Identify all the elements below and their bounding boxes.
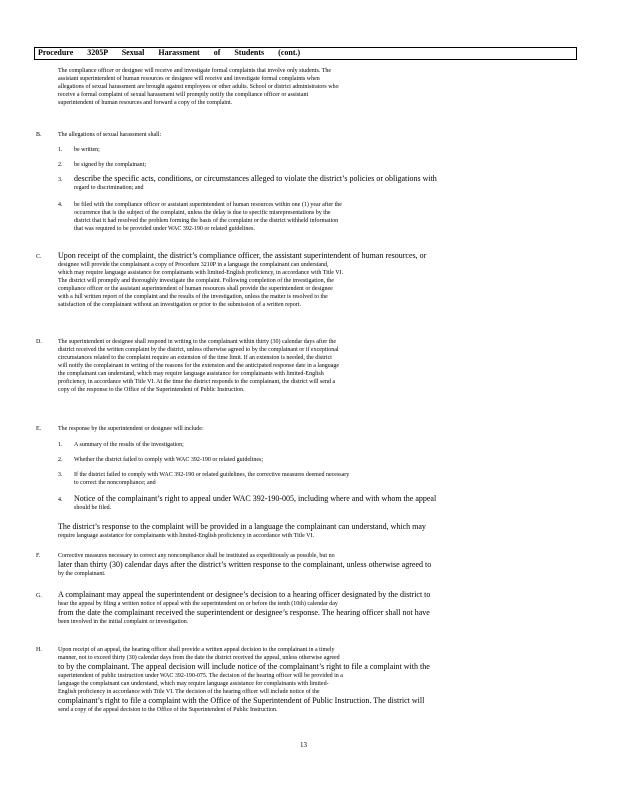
item-line: be written; bbox=[74, 147, 100, 153]
section-h-paragraph bbox=[58, 646, 568, 714]
paragraph-line: manner, not to exceed thirty (30) calendar days from the date the district received the appeal, unless otherwise agreed bbox=[58, 655, 340, 661]
procedure-header-title: Procedure 3205P Sexual Harassment of Students (cont.) bbox=[38, 48, 301, 57]
paragraph-line: superintendent of public instruction under WAC 392-190-075. The decision of the hearing officer will be provided in a bbox=[58, 673, 343, 679]
item-number: 4. bbox=[58, 202, 63, 208]
item-number: 3. bbox=[58, 472, 63, 478]
item-line: be signed by the complainant; bbox=[74, 162, 146, 168]
section-d-paragraph bbox=[58, 338, 568, 394]
item-line: Notice of the complainant’s right to appeal under WAC 392-190-005, including where and with whom the appeal bbox=[74, 494, 437, 503]
paragraph-line: from the date the complainant received the superintendent or designee’s response. The hearing officer shall not have bbox=[58, 608, 430, 617]
section-b-lead: The allegations of sexual harassment shall: bbox=[58, 132, 162, 138]
item-line: Whether the district failed to comply with WAC 392-190 or related guidelines; bbox=[74, 457, 264, 463]
section-e-lead: The response by the superintendent or designee will include: bbox=[58, 426, 204, 432]
paragraph-line: designee will provide the complainant a copy of Procedure 3210P in a language the complainant can understand, bbox=[58, 262, 329, 268]
item-line: occurrence that is the subject of the complaint, unless the delay is due to specific misrepresentations by the bbox=[74, 210, 331, 216]
paragraph-line: compliance officer or the assistant superintendent of human resources shall provide the superintendent or designee bbox=[58, 286, 333, 292]
paragraph-line: send a copy of the appeal decision to the Office of the Superintendent of Public Instruction. bbox=[58, 707, 278, 713]
section-b-marker: B. bbox=[36, 132, 42, 138]
paragraph-line: been involved in the initial complaint or investigation. bbox=[58, 619, 189, 625]
item-line: describe the specific acts, conditions, or circumstances alleged to violate the district’s policies or obligations with bbox=[74, 174, 437, 183]
paragraph-line: The district’s response to the complaint will be provided in a language the complainant can understand, which may bbox=[58, 522, 426, 531]
intro-line: The compliance officer or designee will receive and investigate formal complaints that involve only students. The bbox=[58, 68, 332, 74]
item-line: be filed with the compliance officer or assistant superintendent of human resources within one (1) year after the bbox=[74, 202, 342, 208]
item-number: 2. bbox=[58, 162, 63, 168]
paragraph-line: language the complainant can understand, which may require language assistance for complainants with limited- bbox=[58, 681, 329, 687]
paragraph-line: the complainant can understand, which may require language assistance for complainants with limited-English bbox=[58, 371, 324, 377]
intro-paragraph bbox=[58, 67, 568, 107]
section-e-item-2 bbox=[74, 456, 568, 464]
paragraph-line: Upon receipt of an appeal, the hearing officer shall provide a written appeal decision to the complainant in a timely bbox=[58, 647, 335, 653]
section-b-item-3 bbox=[74, 174, 568, 192]
item-number: 3. bbox=[58, 177, 63, 183]
item-line: regard to discrimination; and bbox=[74, 185, 144, 191]
section-g-marker: G. bbox=[36, 593, 42, 599]
paragraph-line: to by the complainant. The appeal decision will include notice of the complainant’s right to file a complaint with the bbox=[58, 662, 430, 671]
item-line: district that it had resolved the problem forming the basis of the complaint or the district withheld information bbox=[74, 218, 339, 224]
item-line: should be filed. bbox=[74, 505, 112, 511]
paragraph-line: require language assistance for complainants with limited-English proficiency in accordance with Title VI. bbox=[58, 533, 314, 539]
item-line: A summary of the results of the investigation; bbox=[74, 442, 184, 448]
section-f-paragraph bbox=[58, 552, 568, 578]
section-b-item-1 bbox=[74, 146, 568, 154]
paragraph-line: later than thirty (30) calendar days after the district’s written response to the complainant, unless otherwise agreed to bbox=[58, 560, 432, 569]
section-e-item-1 bbox=[74, 441, 568, 449]
paragraph-line: which may require language assistance for complainants with limited-English proficiency, in accordance with Title VI. bbox=[58, 270, 344, 276]
intro-line: superintendent of human resources and forward a copy of the complaint. bbox=[58, 100, 233, 106]
paragraph-line: The superintendent or designee shall respond in writing to the complainant within thirty (30) calendar days after the bbox=[58, 339, 337, 345]
item-line: If the district failed to comply with WAC 392-190 or related guidelines, the corrective measures deemed necessary bbox=[74, 472, 350, 478]
paragraph-line: Upon receipt of the complaint, the district’s compliance officer, the assistant superintendent of human resources, or bbox=[58, 251, 427, 260]
item-number: 2. bbox=[58, 457, 63, 463]
intro-line: receive a formal complaint of sexual harassment will promptly notify the compliance officer or assistant bbox=[58, 92, 309, 98]
item-number: 4. bbox=[58, 497, 63, 503]
item-line: that was required to be provided under WAC 392-190 or related guidelines. bbox=[74, 226, 255, 232]
paragraph-line: complainant’s right to file a complaint with the Office of the Superintendent of Public Instruction. The district will bbox=[58, 696, 425, 705]
paragraph-line: with a full written report of the complaint and the results of the investigation, unless the matter is resolved to the bbox=[58, 294, 328, 300]
page-number: 13 bbox=[300, 741, 307, 749]
section-c-marker: C. bbox=[36, 254, 42, 260]
section-e-item-3 bbox=[74, 471, 568, 487]
item-line: to correct the noncompliance; and bbox=[74, 480, 156, 486]
item-number: 1. bbox=[58, 442, 63, 448]
paragraph-line: satisfaction of the complainant without an investigation or prior to the submission of a written report. bbox=[58, 302, 301, 308]
section-c-paragraph bbox=[58, 251, 568, 309]
paragraph-line: The district will promptly and thoroughly investigate the complaint. Following completion of the investigation, the bbox=[58, 278, 334, 284]
paragraph-line: English proficiency in accordance with Title VI. The decision of the hearing officer will include notice of the bbox=[58, 689, 320, 695]
paragraph-line: A complainant may appeal the superintendent or designee’s decision to a hearing officer designated by the district to bbox=[58, 590, 431, 599]
section-b-item-4 bbox=[74, 201, 568, 233]
section-e-item-4 bbox=[74, 494, 568, 512]
intro-line: assistant superintendent of human resources or designee will receive and investigate formal complaints when bbox=[58, 76, 320, 82]
section-e-marker: E. bbox=[36, 426, 42, 432]
section-d-marker: D. bbox=[36, 339, 42, 345]
section-h-marker: H. bbox=[36, 647, 42, 653]
paragraph-line: hear the appeal by filing a written notice of appeal with the superintendent on or before the tenth (10th) calendar day bbox=[58, 601, 338, 607]
item-number: 1. bbox=[58, 147, 63, 153]
paragraph-line: district received the written complaint by the district, unless otherwise agreed to by the complainant or if exceptional bbox=[58, 347, 339, 353]
paragraph-line: proficiency, in accordance with Title VI. At the time the district responds to the complainant, the district will send a bbox=[58, 379, 336, 385]
section-f-marker: F. bbox=[36, 553, 41, 559]
paragraph-line: circumstances related to the complaint require an extension of the time limit. If an extension is needed, the district bbox=[58, 355, 332, 361]
paragraph-line: copy of the response to the Office of the Superintendent of Public Instruction. bbox=[58, 387, 245, 393]
paragraph-line: by the complainant. bbox=[58, 571, 106, 577]
section-g-paragraph bbox=[58, 590, 568, 626]
section-b-item-2 bbox=[74, 161, 568, 169]
paragraph-line: will notify the complainant in writing of the reasons for the extension and the anticipated response date in a language bbox=[58, 363, 340, 369]
paragraph-line: Corrective measures necessary to correct any noncompliance shall be instituted as expeditiously as possible, but no bbox=[58, 553, 335, 559]
section-e-closing bbox=[58, 522, 568, 540]
intro-line: allegations of sexual harassment are brought against employees or other adults. School or district administrators who bbox=[58, 84, 339, 90]
